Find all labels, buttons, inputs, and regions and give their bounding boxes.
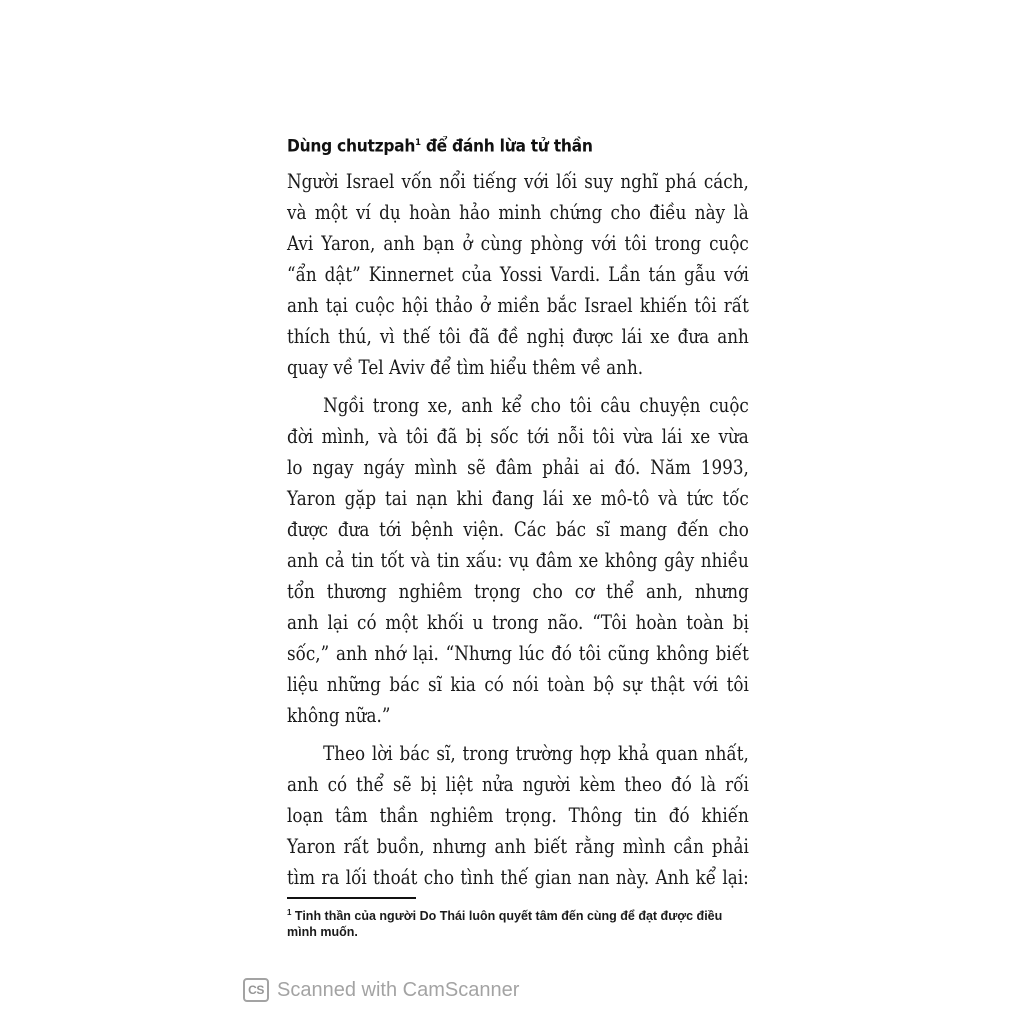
text-line: Yaron rất buồn, nhưng anh biết rằng mình cần phải — [287, 835, 749, 858]
paragraph-1 — [287, 166, 749, 383]
text-line: không nữa.” — [287, 704, 391, 727]
text-line: được đưa tới bệnh viện. Các bác sĩ mang đến cho — [287, 518, 749, 541]
text-line: anh có thể sẽ bị liệt nửa người kèm theo đó là rối — [287, 773, 749, 796]
text-line: Người Israel vốn nổi tiếng với lối suy nghĩ phá cách, — [287, 170, 749, 193]
text-line: Ngồi trong xe, anh kể cho tôi câu chuyện cuộc — [323, 394, 749, 417]
text-line: đời mình, và tôi đã bị sốc tới nỗi tôi vừa lái xe vừa — [287, 425, 749, 448]
text-line: anh tại cuộc hội thảo ở miền bắc Israel khiến tôi rất — [287, 294, 749, 317]
footnote-marker: 1 — [287, 908, 292, 917]
camscanner-logo-icon: CS — [243, 978, 269, 1002]
footnote-line: mình muốn. — [287, 925, 358, 940]
text-line: tổn thương nghiêm trọng cho cơ thể anh, nhưng — [287, 580, 749, 603]
heading-footnote-marker: 1 — [415, 138, 421, 148]
section-heading — [287, 128, 721, 162]
heading-title-rest: để đánh lừa tử thần — [420, 136, 593, 156]
text-line: Yaron gặp tai nạn khi đang lái xe mô-tô và tức tốc — [287, 487, 749, 510]
footnote-divider — [287, 897, 416, 899]
text-line: “ẩn dật” Kinnernet của Yossi Vardi. Lần tán gẫu với — [287, 263, 749, 286]
text-line: quay về Tel Aviv để tìm hiểu thêm về anh. — [287, 356, 644, 379]
paragraph-2 — [287, 390, 749, 731]
footnote — [287, 905, 749, 940]
footnote-text: Tinh thần của người Do Thái luôn quyết tâm đến cùng để đạt được điều — [291, 909, 723, 924]
text-line: anh cả tin tốt và tin xấu: vụ đâm xe không gây nhiều — [287, 549, 749, 572]
heading-title: Dùng chutzpah — [287, 136, 416, 156]
text-line: Avi Yaron, anh bạn ở cùng phòng với tôi trong cuộc — [287, 232, 749, 255]
page-text — [287, 128, 749, 940]
text-line: anh lại có một khối u trong não. “Tôi hoàn toàn bị — [287, 611, 749, 634]
text-line: Theo lời bác sĩ, trong trường hợp khả quan nhất, — [323, 742, 749, 765]
text-line: và một ví dụ hoàn hảo minh chứng cho điều này là — [287, 201, 749, 224]
camscanner-watermark — [243, 978, 519, 1002]
footnote-line — [287, 905, 749, 924]
text-line: loạn tâm thần nghiêm trọng. Thông tin đó khiến — [287, 804, 749, 827]
text-line: lo ngay ngáy mình sẽ đâm phải ai đó. Năm 1993, — [287, 456, 749, 479]
paragraph-3 — [287, 738, 749, 893]
text-line: liệu những bác sĩ kia có nói toàn bộ sự thật với tôi — [287, 673, 749, 696]
watermark-text: Scanned with CamScanner — [277, 978, 520, 1001]
text-line: sốc,” anh nhớ lại. “Nhưng lúc đó tôi cũng không biết — [287, 642, 749, 665]
text-line: thích thú, vì thế tôi đã đề nghị được lái xe đưa anh — [287, 325, 749, 348]
text-line: tìm ra lối thoát cho tình thế gian nan này. Anh kể lại: — [287, 866, 749, 889]
